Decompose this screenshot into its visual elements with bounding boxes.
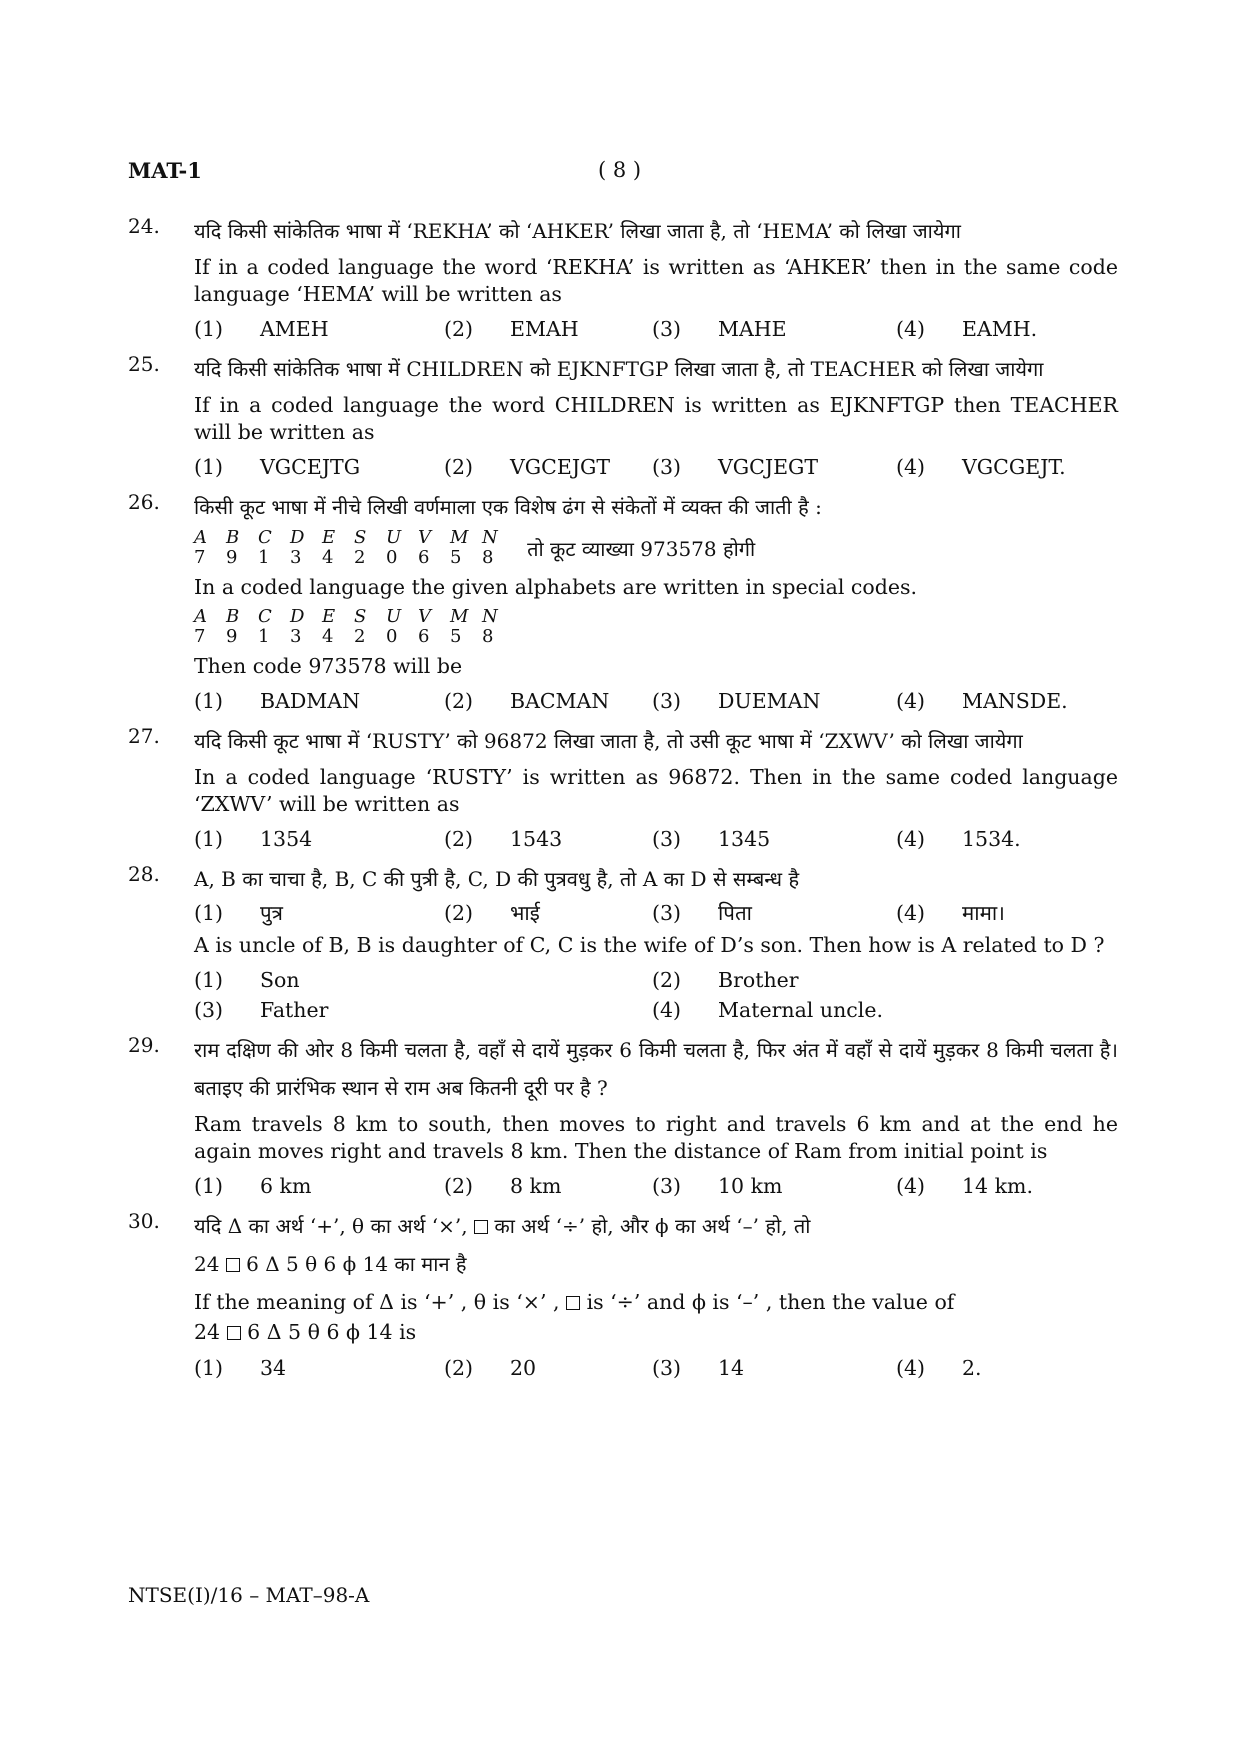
options-row [194,452,1118,482]
options-row [194,314,1118,344]
question-25 [128,350,1118,482]
page-header [128,158,1118,188]
option-4: (4) Maternal uncle. [652,998,883,1022]
option-2: (2) 1543 [444,827,563,851]
box-symbol-icon [226,1258,240,1272]
question-text-hindi: यदि Δ का अर्थ ‘+’, θ का अर्थ ‘×’, का अर्थ ‘÷’ हो, और ϕ का अर्थ ‘–’ हो, तो 24 6 Δ 5 θ 6 ϕ 14 का मान है [194,1214,811,1276]
options-row [194,824,1118,854]
options-row-hindi [194,898,1118,928]
question-number: 24. [128,214,160,238]
option-4: (4) MANSDE. [896,689,1068,713]
question-28 [128,860,1118,1025]
box-symbol-icon [227,1326,241,1340]
question-number: 29. [128,1033,160,1057]
box-symbol-icon [474,1220,488,1234]
question-number: 25. [128,352,160,376]
option-4: (4) VGCGEJT. [896,455,1066,479]
option-2: (2) BACMAN [444,689,610,713]
question-text-hindi-continued: तो कूट व्याख्या 973578 होगी [527,536,756,561]
question-text-english: A is uncle of B, B is daughter of C, C is the wife of D’s son. Then how is A related to D ? [194,933,1105,957]
question-text-english: If in a coded language the word ‘REKHA’ is written as ‘AHKER’ then in the same code language ‘HEMA’ will be written as [194,255,1118,306]
question-number: 30. [128,1209,160,1233]
option-2: (2) 20 [444,1356,537,1380]
option-3: (3) 14 [652,1356,745,1380]
option-4: (4) 1534. [896,827,1021,851]
code-table [194,607,514,647]
question-text-english: If the meaning of Δ is ‘+’ , θ is ‘×’ , is ‘÷’ and ϕ is ‘–’ , then the value of 24 6 Δ 5 θ 6 ϕ 14 is [194,1290,955,1344]
code-table-english-line [194,607,1118,647]
option-3: (3) 10 km [652,1174,783,1198]
code-digits-row: 7 9 1 3 4 2 0 6 5 8 [194,626,494,647]
option-2: (2) EMAH [444,317,579,341]
option-3-hindi: (3) पिता [652,901,752,925]
page-number: ( 8 ) [598,158,642,182]
option-1: (1) VGCEJTG [194,455,361,479]
option-2: (2) 8 km [444,1174,562,1198]
question-text-english-continued: Then code 973578 will be [194,654,463,678]
option-4: (4) 2. [896,1356,982,1380]
option-3: (3) VGCJEGT [652,455,819,479]
question-text-hindi: यदि किसी सांकेतिक भाषा में ‘REKHA’ को ‘AHKER’ लिखा जाता है, तो ‘HEMA’ को लिखा जायेगा [194,219,961,243]
code-digits-row: 7 9 1 3 4 2 0 6 5 8 [194,547,494,568]
question-text-english: Ram travels 8 km to south, then moves to right and travels 6 km and at the end he again moves right and travels 8 km. Then the distance of Ram from initial point is [194,1112,1118,1163]
question-list [128,212,1118,1389]
option-4: (4) 14 km. [896,1174,1033,1198]
code-table [194,528,514,568]
option-3: (3) 1345 [652,827,771,851]
code-table-hindi-line [194,528,1118,568]
code-letters-row: A B C D E S U V M N [194,527,498,548]
paper-code: MAT-1 [128,158,202,183]
question-27 [128,722,1118,854]
option-2: (2) Brother [652,968,799,992]
option-4-hindi: (4) मामा। [896,901,1005,925]
question-number: 28. [128,862,160,886]
option-2-hindi: (2) भाई [444,901,540,925]
question-text-hindi: यदि किसी सांकेतिक भाषा में CHILDREN को EJKNFTGP लिखा जाता है, तो TEACHER को लिखा जायेगा [194,357,1044,381]
options-row [194,1171,1118,1201]
option-3: (3) Father [194,998,329,1022]
option-1: (1) 1354 [194,827,313,851]
question-29 [128,1031,1118,1201]
option-1: (1) AMEH [194,317,329,341]
question-text-hindi: किसी कूट भाषा में नीचे लिखी वर्णमाला एक विशेष ढंग से संकेतों में व्यक्त की जाती है : [194,495,822,519]
option-1: (1) Son [194,968,300,992]
option-1-hindi: (1) पुत्र [194,901,283,925]
options-grid [194,965,1118,1025]
options-row [194,686,1118,716]
option-4: (4) EAMH. [896,317,1038,341]
question-text-hindi: राम दक्षिण की ओर 8 किमी चलता है, वहाँ से दायें मुड़कर 6 किमी चलता है, फिर अंत में वहाँ से दायें मुड़कर 8 किमी चलता है। बताइए की प्रारंभिक स्थान से राम अब कितनी दूरी पर है ? [194,1038,1118,1100]
options-row [194,1353,1118,1383]
box-symbol-icon [566,1296,580,1310]
question-text-english: If in a coded language the word CHILDREN is written as EJKNFTGP then TEACHER will be written as [194,393,1118,444]
question-26 [128,488,1118,716]
option-1: (1) 34 [194,1356,287,1380]
option-1: (1) BADMAN [194,689,361,713]
page-footer: NTSE(I)/16 – MAT–98-A [128,1583,370,1607]
code-letters-row: A B C D E S U V M N [194,606,498,627]
question-number: 26. [128,490,160,514]
option-2: (2) VGCEJGT [444,455,611,479]
option-3: (3) MAHE [652,317,787,341]
question-number: 27. [128,724,160,748]
question-text-english: In a coded language the given alphabets are written in special codes. [194,575,918,599]
question-24 [128,212,1118,344]
option-3: (3) DUEMAN [652,689,821,713]
option-1: (1) 6 km [194,1174,312,1198]
question-text-hindi: यदि किसी कूट भाषा में ‘RUSTY’ को 96872 लिखा जाता है, तो उसी कूट भाषा में ‘ZXWV’ को लिखा जायेगा [194,729,1023,753]
question-text-english: In a coded language ‘RUSTY’ is written as 96872. Then in the same coded language ‘ZXWV’ will be written as [194,765,1118,816]
question-text-hindi: A, B का चाचा है, B, C की पुत्री है, C, D की पुत्रवधु है, तो A का D से सम्बन्ध है [194,867,800,891]
question-30 [128,1207,1118,1383]
